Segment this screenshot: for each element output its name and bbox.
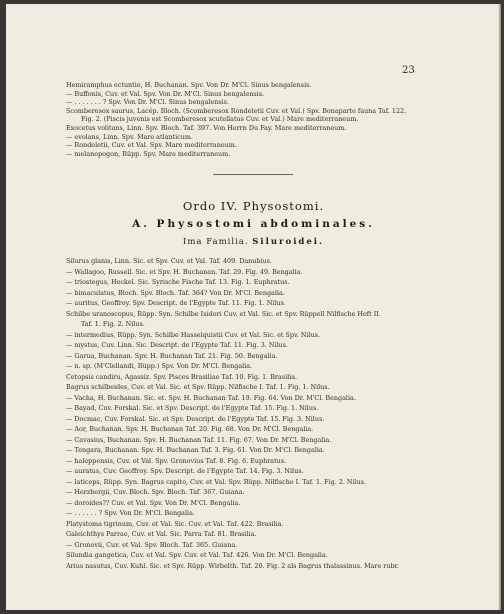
entry-line: Schilbe uranoscopus, Rüpp. Syn. Schilbe Isidori Cuv. et Val. Sic. et Spv. Rüppell Nilfische Heft II. <box>66 309 381 318</box>
entry-line: Hemiramphus ectuntio, H. Buchanan. Spv. Von Dr. M'Cl. Sinus bengalensis. <box>66 81 312 89</box>
entry-line: — bimaculatus, Bloch. Spv. Bloch. Taf. 364? Von Dr. M'Cl. Bengalia. <box>66 288 285 297</box>
entry-line: — Gronovii, Cuv. et Val. Spv. Bloch. Taf. 365. Guiana. <box>66 540 238 549</box>
entry-line: Taf. 1. Fig. 2. Nilus. <box>81 320 145 328</box>
section-divider <box>213 174 293 175</box>
entry-line: — Garua, Buchanan. Spv. H. Buchanan Taf. 21. Fig. 50. Bengalia. <box>66 351 278 360</box>
entry-line: Silundia gangetica, Cuv. et Val. Spv. Cuv. et Val. Taf. 426. Von Dr. M'Cl. Bengalia. <box>66 551 328 559</box>
family-prefix: Ima Familia. <box>183 237 249 247</box>
entry-line: — Buffonis, Cuv. et Val. Spv. Von Dr. M'Cl. Sinus bengalensis. <box>66 89 265 98</box>
entry-line: — mystus, Cuv. Linn. Sic. Descript. de l'Egypte Taf. 11. Fig. 3. Nilus. <box>66 341 288 349</box>
entry-line: — doroides?? Cuv. et Val. Spv. Von Dr. M'Cl. Bengalia. <box>66 498 241 507</box>
entry-line: — Bayad, Cuv. Forskal. Sic. et Spv. Descript. de l'Egypte Taf. 15. Fig. 1. Nilus. <box>66 404 319 412</box>
entry-line: — haleppensis, Cuv. et Val. Spv. Gronovius Taf. 8. Fig. 6. Euphratus. <box>66 456 287 465</box>
entry-line: — auratus, Cuv. Geoffroy. Spv. Descript. de l'Egypte Taf. 14. Fig. 3. Nilus. <box>66 467 304 475</box>
entry-line: — auritus, Geoffroy. Spv. Descript. de l'Egypte Taf. 11. Fig. 1. Nilus. <box>66 299 286 307</box>
entry-line: — Cavasius, Buchanan. Spv. H. Buchanan Taf. 11. Fig. 67. Von Dr. M'Cl. Bengalia. <box>66 435 332 444</box>
entry-line: Fig. 2. (Piscis juvenis est Scomberesox scutellatus Cuv. et Val.) Mare mediterraneum. <box>81 115 359 124</box>
page-edge-shadow <box>498 4 501 610</box>
entry-line: — . . . . . . . ? Spv. Von Dr. M'Cl. Sinus bengalensis. <box>66 98 229 107</box>
entry-line: — triostegus, Heckel. Sic. Syrische Fische Taf. 13. Fig. 1. Euphratus. <box>66 278 290 286</box>
entry-line: — Vacha, H. Buchanan. Sic. et. Spv. H. Buchanan Taf. 19. Fig. 64. Von Dr. M'Cl. Bengalia. <box>66 393 356 402</box>
page-number: 23 <box>402 65 415 76</box>
section-heading: A. Physostomi abdominales. <box>132 218 375 230</box>
entry-line: — n. sp. (M'Clellandi, Rüpp.) Spv. Von Dr. M'Cl. Bengalia. <box>66 362 253 370</box>
entry-line: Scomberesox saurus, Lacép. Bloch. (Scomberesox Rondeletii Cuv. et Val.) Spv. Bonaparte fauna Taf. 122. <box>66 106 407 115</box>
entry-line: Cetopsis candiru, Agassiz. Spv. Pisces Brasiliae Taf. 10. Fig. 1. Brasilia. <box>66 372 298 381</box>
entry-line: Arius nasutus, Cuv. Kuhl. Sic. et Spv. Rüpp. Wirbelth. Taf. 20. Fig. 2 als Bagrus thalassinus. Mare rubr. <box>66 561 399 570</box>
entry-line: — Docmac, Cuv. Forskal. Sic. et Spv. Descript. de l'Egypte Taf. 15. Fig. 3. Nilus. <box>66 414 325 423</box>
entry-line: — Tengara, Buchanan. Spv. H. Buchanan Taf. 3. Fig. 61. Von Dr. M'Cl. Bengalia. <box>66 446 325 454</box>
entry-line: Platystoma tigrinum, Cuv. et Val. Sic. Cuv. et Val. Taf. 422. Brasilia. <box>66 519 284 528</box>
entry-line: — . . . . . . ? Spv. Von Dr. M'Cl. Bengalia. <box>66 509 195 517</box>
entry-line: — melanopogon, Rüpp. Spv. Mare mediterraneum. <box>66 149 231 158</box>
entry-line: — intermedius, Rüpp. Syn. Schilbe Hasselquistii Cuv. et Val. Sic. et Spv. Nilus. <box>66 330 320 339</box>
entry-line: — Herzbergii, Cuv. Bloch. Spv. Bloch. Taf. 367. Guiana. <box>66 488 245 496</box>
document-page <box>6 4 501 610</box>
entry-line: — Wallagoo, Russell. Sic. et Spv. H. Buchanan. Taf. 29. Fig. 49. Bengalia. <box>66 267 303 276</box>
entry-line: Galeichthys Parrae, Cuv. et Val. Sic. Parra Taf. 81. Brasilia. <box>66 530 257 538</box>
ordo-heading: Ordo IV. Physostomi. <box>182 199 325 213</box>
entry-line: Exocetus volitans, Linn. Spv. Bloch. Taf. 397. Von Herrn Du Fay. Mare mediterraneum. <box>66 124 347 132</box>
entry-line: — Rondeletii, Cuv. et Val. Spv. Mare mediterraneum. <box>66 141 237 150</box>
entry-line: — laticeps, Rüpp. Syn. Bagrus capito, Cuv. et Val. Spv. Rüpp. Nilfische I. Taf. 1. Fig. 2. Nilus. <box>66 477 366 486</box>
entry-line: — evolans, Linn. Spv. Mare atlanticum. <box>66 132 193 141</box>
family-name: Siluroidei. <box>252 237 324 247</box>
family-heading <box>6 237 501 247</box>
entry-line: — Aor, Buchanan. Spv. H. Buchanan Taf. 20. Fig. 68. Von Dr. M'Cl. Bengalia. <box>66 425 314 433</box>
entry-line: Silurus glanis, Linn. Sic. et Spv. Cuv. et Val. Taf. 409. Danubius. <box>66 257 272 265</box>
entry-line: Bagrus schilbeides, Cuv. et Val. Sic. et Spv. Rüpp. Nilfische I. Taf. 1. Fig. 1. Nilus. <box>66 383 330 391</box>
